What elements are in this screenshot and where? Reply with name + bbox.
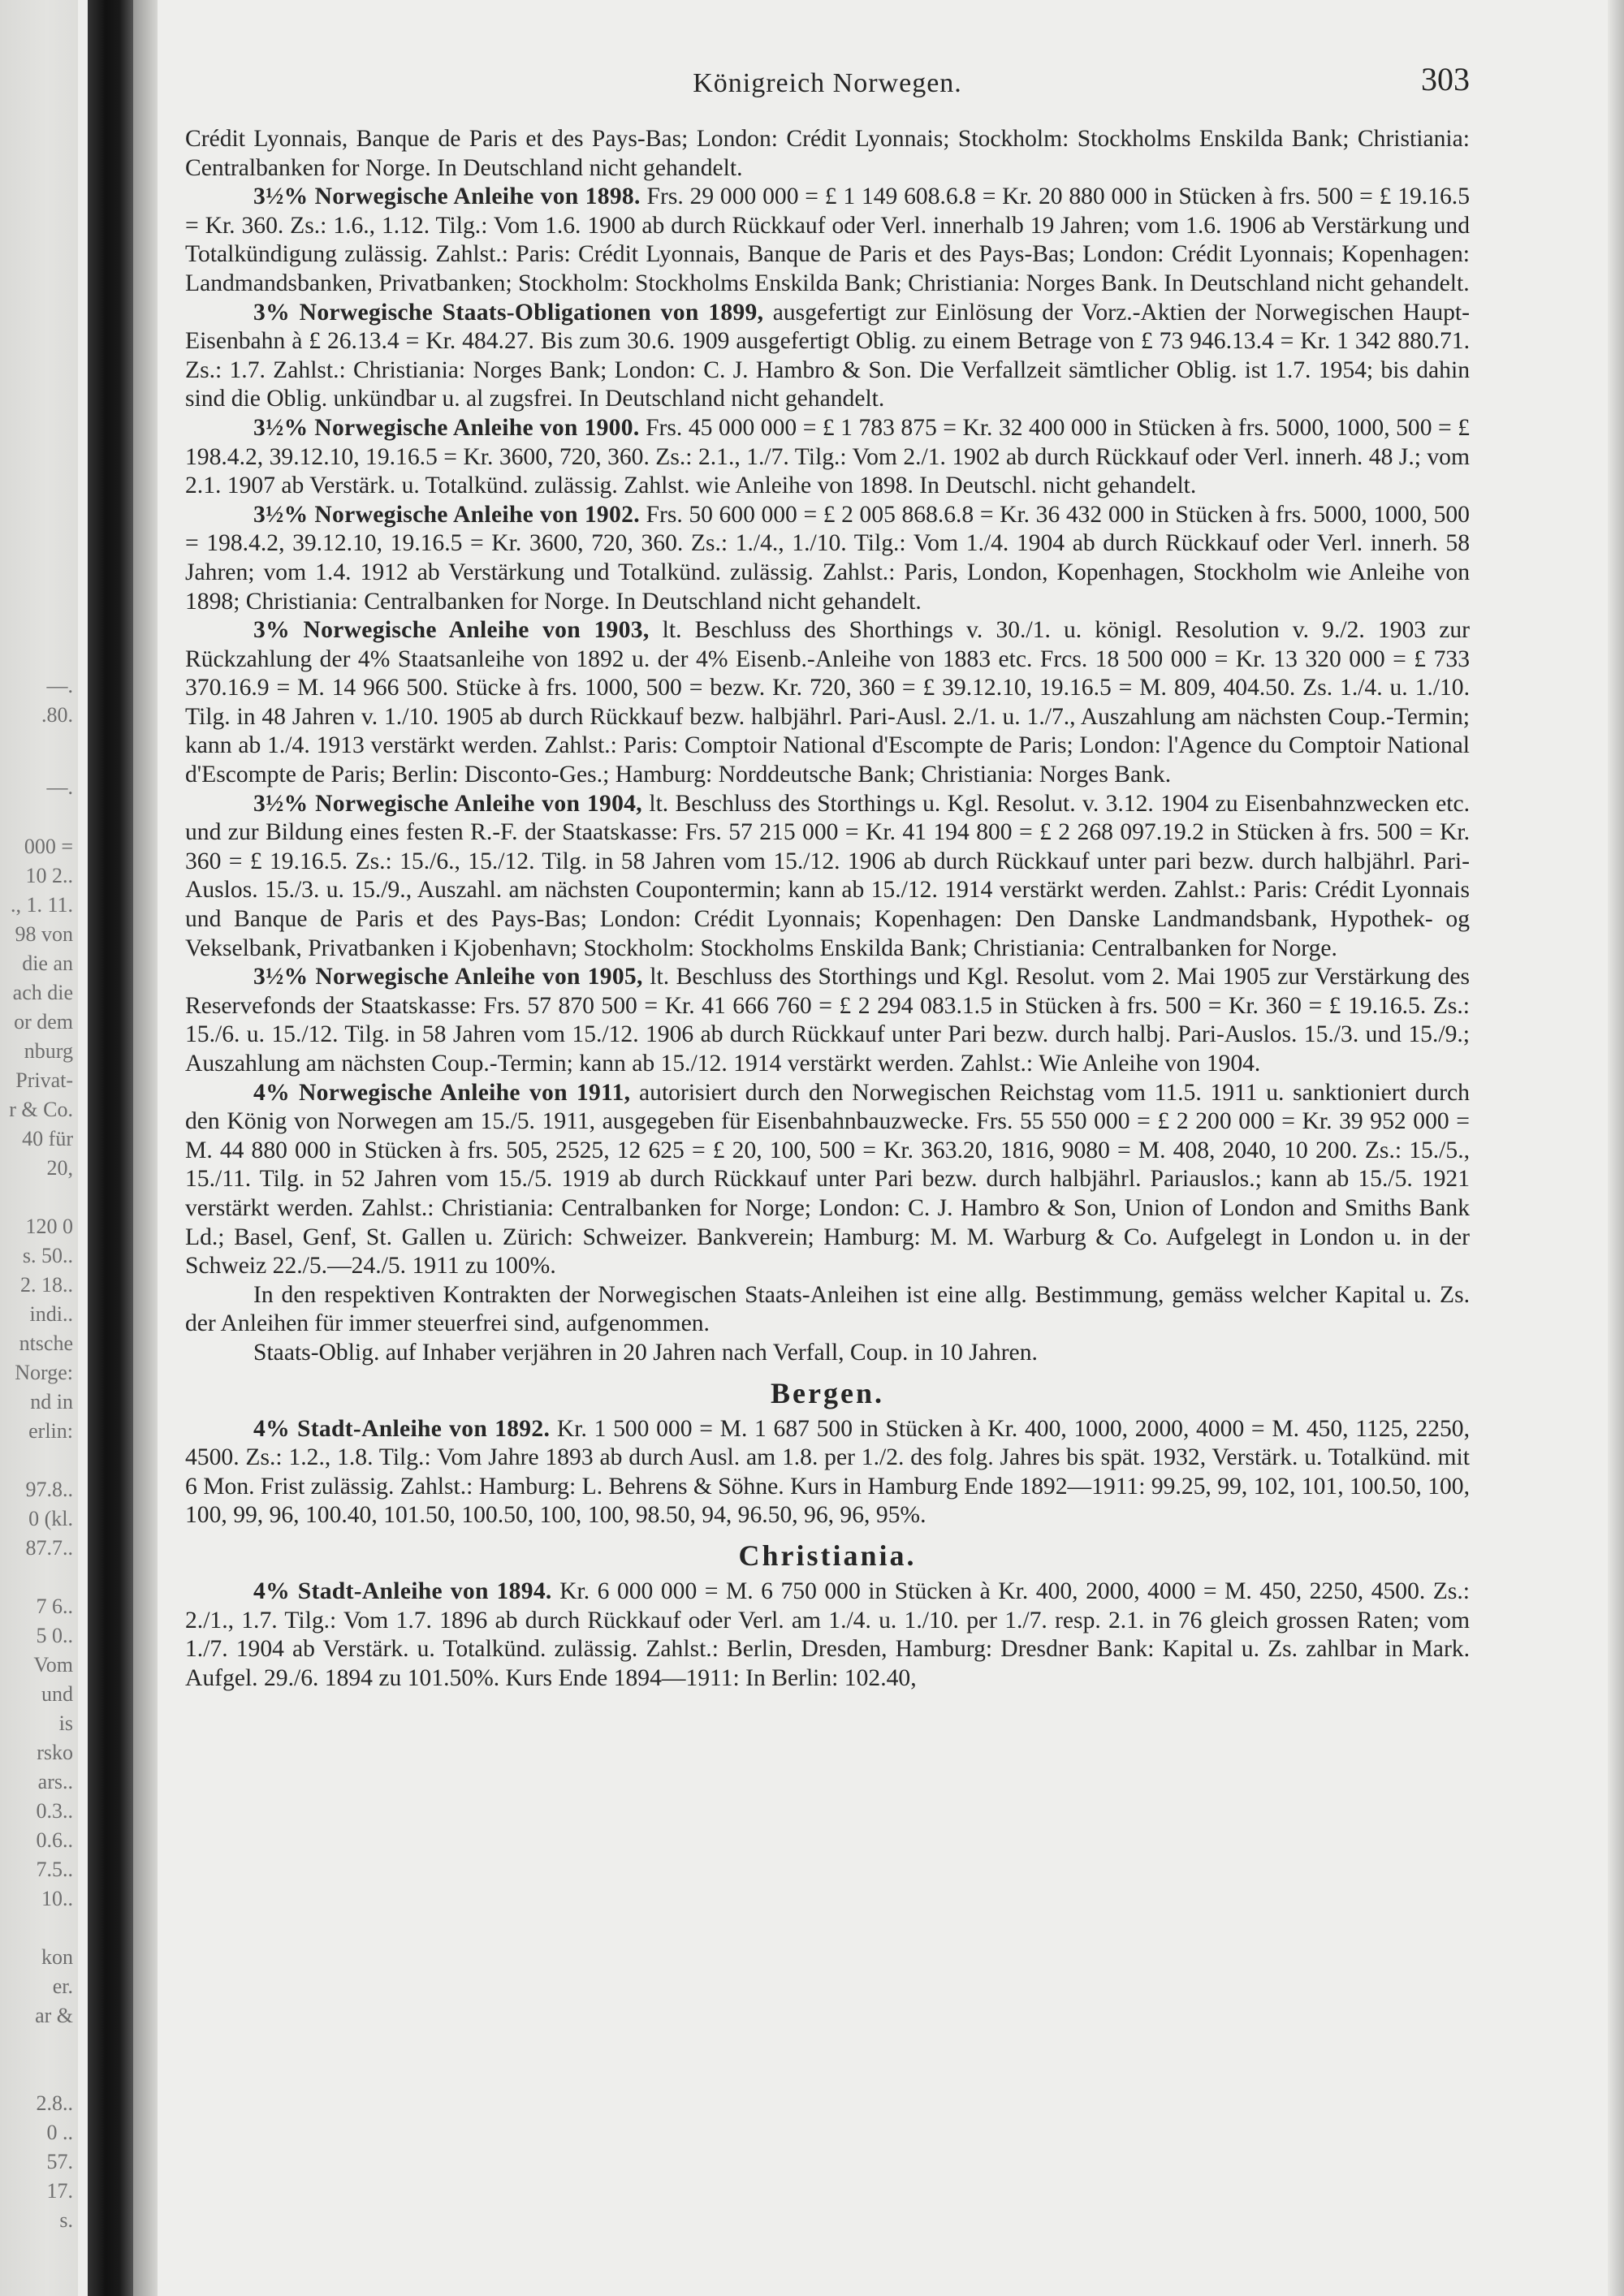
entry-text: lt. Beschluss des Storthings und Kgl. Resolut. vom 2. Mai 1905 zur Verstärkung des Reservefonds der Staatskasse: Frs. 57 870 500 = Kr. 41 666 760 = £ 2 294 083.1.5 in Stücken à frs. 500 = Kr. 360 = £ 19.16.5. Zs.: 15./6. u. 15./12. Tilg. in 58 Jahren vom 15./12. 1906 ab durch Rückkauf unter Pari bezw. durch halbj. Pari-Auslos. 15./3. und 15./9.; Auszahlung am nächsten Coup.-Termin; kann ab 15./12. 1914 verstärkt werden. Zahlst.: Wie Anleihe von 1904. bbox=[185, 964, 1470, 1077]
bond-title: 3½% Norwegische Anleihe von 1905, bbox=[253, 964, 643, 990]
bond-entry bbox=[185, 501, 1470, 616]
gutter-text: 87.7.. bbox=[25, 1536, 73, 1560]
entry-text: Frs. 29 000 000 = £ 1 149 608.6.8 = Kr. 20 880 000 in Stücken à frs. 500 = £ 19.16.5 = Kr. 360. Zs.: 1.6., 1.12. Tilg.: Vom 1.6. 1900 ab durch Rückkauf oder Verl. innerhalb 19 Jahren; vom 1.6. 1906 ab Verstärkung und Totalkündigung zulässig. Zahlst.: Paris: Crédit Lyonnais, Banque de Paris et des Pays-Bas; London: Crédit Lyonnais; Kopenhagen: Landmandsbanken, Privatbanken; Stockholm: Stockholms Enskilda Bank; Christiania: Norges Bank. In Deutschland nicht gehandelt. bbox=[185, 183, 1470, 296]
gutter-text: nd in bbox=[30, 1390, 73, 1413]
gutter-text: 17. bbox=[46, 2179, 73, 2203]
gutter-text: Vom bbox=[33, 1653, 73, 1677]
gutter-text: 2. 18.. bbox=[20, 1273, 73, 1297]
gutter-text: 0.6.. bbox=[36, 1828, 73, 1852]
section-heading-christiania: Christiania. bbox=[738, 1539, 917, 1572]
book-page bbox=[185, 57, 1470, 1693]
gutter-text: indi.. bbox=[29, 1302, 73, 1326]
bond-entry bbox=[185, 299, 1470, 414]
gutter-text: s. 50.. bbox=[22, 1244, 73, 1267]
gutter-text: s. bbox=[59, 2208, 73, 2232]
entry-text: Crédit Lyonnais, Banque de Paris et des Pays-Bas; London: Crédit Lyonnais; Stockholm: Stockholms Enskilda Bank; Christiania: Centralbanken for Norge. In Deutschland nicht gehandelt. bbox=[185, 126, 1470, 181]
page-right-edge bbox=[1608, 0, 1624, 2296]
gutter-text: ., 1. 11. bbox=[10, 893, 73, 917]
gutter-text: or dem bbox=[14, 1010, 73, 1034]
bond-entry bbox=[185, 790, 1470, 964]
gutter-text: 20, bbox=[46, 1156, 73, 1180]
bond-title: 3½% Norwegische Anleihe von 1898. bbox=[253, 183, 641, 210]
gutter-text: 40 für bbox=[22, 1127, 73, 1150]
gutter-text: kon bbox=[41, 1945, 73, 1969]
bond-entry bbox=[185, 183, 1470, 298]
left-facing-page-fragment bbox=[0, 0, 78, 2296]
gutter-text: ar & bbox=[35, 2004, 73, 2027]
bond-entry bbox=[185, 414, 1470, 501]
gutter-text: 0 (kl. bbox=[28, 1507, 73, 1530]
entry-text: Frs. 50 600 000 = £ 2 005 868.6.8 = Kr. 36 432 000 in Stücken à frs. 5000, 1000, 500 = 198.4.2, 39.12.10, 19.16.5 = Kr. 3600, 720, 360. Zs.: 1./4., 1./10. Tilg.: Vom 1./4. 1904 ab durch Rückkauf oder Verl. innerh. 58 Jahren; vom 1.4. 1912 ab Verstärkung und Totalkünd. zulässig. Zahlst.: Paris, London, Kopenhagen, Stockholm wie Anleihe von 1898; Christiania: Centralbanken for Norge. In Deutschland nicht gehandelt. bbox=[185, 501, 1470, 615]
gutter-text: 5 0.. bbox=[36, 1624, 73, 1647]
bond-title: 3% Norwegische Anleihe von 1903, bbox=[253, 617, 650, 644]
bond-title: 4% Stadt-Anleihe von 1892. bbox=[253, 1415, 551, 1442]
bond-entry bbox=[185, 963, 1470, 1078]
gutter-text: 000 = bbox=[24, 835, 73, 858]
entry-text: Frs. 45 000 000 = £ 1 783 875 = Kr. 32 400 000 in Stücken à frs. 5000, 1000, 500 = £ 198.4.2, 39.12.10, 19.16.5 = Kr. 3600, 720, 360. Zs.: 2.1., 1./7. Tilg.: Vom 2./1. 1902 ab durch Rückkauf oder Verl. innerh. 48 J.; vom 2.1. 1907 ab Verstärk. u. Totalkünd. zulässig. Zahlst. wie Anleihe von 1898. In Deutschl. nicht gehandelt. bbox=[185, 414, 1470, 499]
entry-text: lt. Beschluss des Storthings u. Kgl. Resolut. v. 3.12. 1904 zu Eisenbahnzwecken etc. und zur Bildung eines festen R.-F. der Staatskasse: Frs. 57 215 000 = Kr. 41 194 800 = £ 2 268 097.19.2 in Stücken à frs. 500 = Kr. 360 = £ 19.16.5. Zs.: 15./6., 15./12. Tilg. in 58 Jahren vom 15./12. 1906 ab durch Rückkauf unter pari bezw. durch halbjährl. Pari-Auslos. 15./3. u. 15./9., Auszahl. am nächsten Coupontermin; kann ab 15./12. 1914 verstärkt werden. Zahlst.: Paris: Crédit Lyonnais und Banque de Paris et des Pays-Bas; London: Crédit Lyonnais; Kopenhagen: Den Danske Landmandsbank, Hypothek- og Vekselbank, Privatbanken i Kjobenhavn; Stockholm: Stockholms Enskilda Bank; Christiania: Centralbanken for Norge. bbox=[185, 790, 1470, 961]
entry-text: Kr. 1 500 000 = M. 1 687 500 in Stücken à Kr. 400, 1000, 2000, 4000 = M. 450, 1125, 2250, 4500. Zs.: 1.2., 1.8. Tilg.: Vom Jahre 1893 ab durch Ausl. am 1.8. per 1./2. des folg. Jahres bis spät. 1932, Verstärk. u. Totalkünd. mit 6 Mon. Frist zulässig. Zahlst.: Hamburg: L. Behrens & Söhne. Kurs in Hamburg Ende 1892—1911: 99.25, 99, 102, 101, 100.50, 100, 100, 99, 96, 100.40, 101.50, 100.50, 100, 100, 98.50, 94, 96.50, 96, 96, 95%. bbox=[185, 1415, 1470, 1529]
gutter-text: 10 2.. bbox=[25, 864, 73, 887]
gutter-text: —. bbox=[46, 674, 73, 697]
gutter-text: 7 6.. bbox=[36, 1595, 73, 1618]
gutter-text: r & Co. bbox=[9, 1098, 73, 1121]
gutter-text: erlin: bbox=[28, 1419, 73, 1443]
gutter-text: und bbox=[41, 1682, 73, 1706]
gutter-text: ars.. bbox=[37, 1770, 73, 1793]
note-paragraph bbox=[185, 1281, 1470, 1339]
entry-text: lt. Beschluss des Shorthings v. 30./1. u. königl. Resolution v. 9./2. 1903 zur Rückzahlung der 4% Staatsanleihe von 1892 u. der 4% Eisenb.-Anleihe von 1883 etc. Frcs. 18 500 000 = Kr. 13 320 000 = £ 733 370.16.9 = M. 14 966 500. Stücke à frs. 1000, 500 = bezw. Kr. 720, 360 = £ 39.12.10, 19.16.5 = M. 809, 404.50. Zs. 1./4. u. 1./10. Tilg. in 48 Jahren v. 1./10. 1905 ab durch Rückkauf bezw. halbjährl. Pari-Ausl. 2./1. u. 1./7., Auszahlung am nächsten Coup.-Termin; kann ab 1./4. 1913 verstärkt werden. Zahlst.: Paris: Comptoir National d'Escompte de Paris; London: l'Agence du Comptoir National d'Escompte de Paris; Berlin: Disconto-Ges.; Hamburg: Norddeutsche Bank; Christiania: Norges Bank. bbox=[185, 617, 1470, 788]
entry-text: Kr. 6 000 000 = M. 6 750 000 in Stücken à Kr. 400, 2000, 4000 = M. 450, 2250, 4500. Zs.: 2./1., 1.7. Tilg.: Vom 1.7. 1896 ab durch Rückkauf oder Verl. am 1./4. u. 1./10. per 1./7. resp. 2.1. in 76 gleich grossen Raten; vom 1./7. 1904 ab Verstärk. u. Totalkünd. zulässig. Zahlst.: Berlin, Dresden, Hamburg: Dresdner Bank: Kapital u. Zs. zahlbar in Mark. Aufgel. 29./6. 1894 zu 101.50%. Kurs Ende 1894—1911: In Berlin: 102.40, bbox=[185, 1577, 1470, 1691]
gutter-text: die an bbox=[22, 952, 73, 975]
page-number: 303 bbox=[1421, 61, 1470, 97]
bond-entry bbox=[185, 1079, 1470, 1281]
bond-title: 3½% Norwegische Anleihe von 1904, bbox=[253, 790, 642, 817]
bond-title: 4% Stadt-Anleihe von 1894. bbox=[253, 1577, 552, 1604]
gutter-text: 97.8.. bbox=[25, 1478, 73, 1501]
entry-text: Staats-Oblig. auf Inhaber verjähren in 20 Jahren nach Verfall, Coup. in 10 Jahren. bbox=[253, 1339, 1038, 1366]
gutter-text: 57. bbox=[46, 2150, 73, 2173]
gutter-text: er. bbox=[52, 1974, 73, 1998]
gutter-text: 120 0 bbox=[25, 1215, 73, 1238]
gutter-text: 0 .. bbox=[46, 2121, 73, 2144]
section-heading-bergen: Bergen. bbox=[771, 1376, 884, 1409]
gutter-text: 0.3.. bbox=[36, 1799, 73, 1823]
gutter-text: ntsche bbox=[19, 1331, 73, 1355]
bond-title: 3½% Norwegische Anleihe von 1900. bbox=[253, 414, 640, 441]
book-spine-shadow bbox=[88, 0, 133, 2296]
gutter-text: is bbox=[58, 1711, 73, 1735]
entry-text: autorisiert durch den Norwegischen Reichstag vom 11.5. 1911 u. sanktioniert durch den König von Norwegen am 15./5. 1911, ausgegeben für Eisenbahnbauzwecke. Frs. 55 550 000 = £ 2 200 000 = Kr. 39 952 000 = M. 44 880 000 in Stücken à frs. 505, 2525, 12 625 = £ 20, 100, 500 = Kr. 363.20, 1816, 9080 = M. 408, 2040, 10 200. Zs.: 15./5., 15./11. Tilg. in 52 Jahren vom 15./5. 1919 ab durch Rückkauf unter Pari bezw. durch halbjährl. Pariauslos.; kann ab 15./5. 1921 verstärkt werden. Zahlst.: Christiania: Centralbanken for Norge; London: C. J. Hambro & Son, Union of London and Smiths Bank Ld.; Basel, Genf, St. Gallen u. Zürich: Schweizer. Bankverein; Hamburg: M. M. Warburg & Co. Aufgelegt in London u. in der Schweiz 22./5.—24./5. 1911 zu 100%. bbox=[185, 1079, 1470, 1280]
bond-entry bbox=[185, 1577, 1470, 1693]
gutter-text: rsko bbox=[37, 1741, 73, 1764]
gutter-text: 7.5.. bbox=[36, 1858, 73, 1881]
entry-continuation bbox=[185, 125, 1470, 183]
gutter-text: Privat- bbox=[15, 1068, 73, 1092]
gutter-text: 10.. bbox=[41, 1887, 73, 1910]
note-paragraph bbox=[185, 1339, 1470, 1368]
bond-title: 4% Norwegische Anleihe von 1911, bbox=[253, 1079, 631, 1106]
gutter-text: 2.8.. bbox=[36, 2091, 73, 2115]
gutter-text: —. bbox=[46, 775, 73, 799]
gutter-text: 98 von bbox=[15, 922, 73, 946]
running-title: Königreich Norwegen. bbox=[693, 68, 962, 98]
gutter-text: .80. bbox=[41, 703, 73, 727]
gutter-text: nburg bbox=[24, 1039, 73, 1063]
bond-title: 3% Norwegische Staats-Obligationen von 1899, bbox=[253, 299, 764, 326]
gutter-text: ach die bbox=[12, 981, 73, 1004]
bond-title: 3½% Norwegische Anleihe von 1902. bbox=[253, 501, 640, 528]
bond-entry bbox=[185, 616, 1470, 790]
entry-text: ausgefertigt zur Einlösung der Vorz.-Aktien der Norwegischen Haupt-Eisenbahn à £ 26.13.4 = Kr. 484.27. Bis zum 30.6. 1909 ausgefertigt Oblig. zu einem Betrage von £ 73 946.13.4 = Kr. 1 342 880.71. Zs.: 1.7. Zahlst.: Christiania: Norges Bank; London: C. J. Hambro & Son. Die Verfallzeit sämtlicher Oblig. ist 1.7. 1954; bis dahin sind die Oblig. unkündbar u. al zugsfrei. In Deutschland nicht gehandelt. bbox=[185, 299, 1470, 412]
entry-text: In den respektiven Kontrakten der Norwegischen Staats-Anleihen ist eine allg. Bestimmung, gemäss welcher Kapital u. Zs. der Anleihen für immer steuerfrei sind, aufgenommen. bbox=[185, 1281, 1470, 1337]
bond-entry bbox=[185, 1415, 1470, 1530]
gutter-text: Norge: bbox=[15, 1361, 73, 1384]
page-fold-edge bbox=[133, 0, 158, 2296]
running-header bbox=[185, 57, 1470, 114]
